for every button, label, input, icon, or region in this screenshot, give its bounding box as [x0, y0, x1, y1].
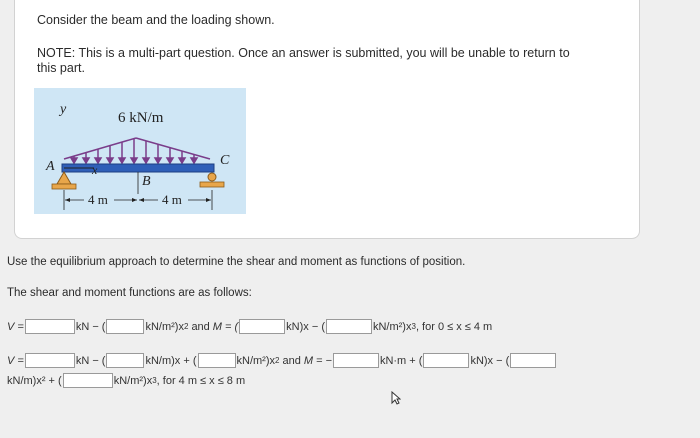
instructions-line2: The shear and moment functions are as follows:	[7, 287, 252, 299]
label-x: x	[92, 163, 98, 177]
label-A: A	[46, 159, 55, 174]
label-span1: 4 m	[88, 192, 108, 207]
r1-m-input-2[interactable]	[326, 319, 372, 334]
mouse-cursor-icon	[391, 391, 401, 405]
r2-v-input-1[interactable]	[25, 353, 75, 368]
question-note-line1: NOTE: This is a multi-part question. Once an answer is submitted, you will be unable to return to	[37, 46, 570, 60]
label-y: y	[60, 102, 67, 117]
unit-text: kN/m²)x	[372, 320, 412, 333]
m-label: M = −	[303, 354, 332, 367]
beam-figure	[34, 88, 246, 214]
unit-text: kN − (	[75, 320, 106, 333]
unit-text: kN/m²)x	[113, 374, 153, 387]
r1-v-input-1[interactable]	[25, 319, 75, 334]
equation-row-2	[7, 353, 557, 368]
and-text: and	[191, 320, 210, 333]
r2-m-input-2[interactable]	[423, 353, 469, 368]
roller-support-C	[200, 173, 224, 187]
pin-support-A	[52, 172, 76, 189]
v-label: V =	[7, 320, 24, 333]
label-B: B	[142, 174, 151, 189]
label-load: 6 kN/m	[118, 110, 164, 126]
equation-row-1	[7, 319, 492, 334]
range-text-1: , for 0 ≤ x ≤ 4 m	[415, 320, 493, 333]
exp-3: 3	[411, 322, 416, 331]
unit-text: kN)x − (	[286, 320, 325, 333]
unit-text: kN/m²)x	[236, 354, 276, 367]
range-text-2: , for 4 m ≤ x ≤ 8 m	[156, 374, 246, 387]
r2-v-input-3[interactable]	[198, 353, 236, 368]
r2-m-input-3[interactable]	[510, 353, 556, 368]
unit-text: kN/m)x + (	[145, 354, 197, 367]
label-C: C	[220, 153, 230, 168]
v-label: V =	[7, 354, 24, 367]
r2-v-input-2[interactable]	[106, 353, 144, 368]
r1-v-input-2[interactable]	[106, 319, 144, 334]
and-text: and	[282, 354, 301, 367]
unit-text: kN − (	[75, 354, 106, 367]
exp-2: 2	[183, 322, 189, 331]
r2-m-input-1[interactable]	[333, 353, 379, 368]
load-outline-left	[64, 138, 136, 159]
unit-text: kN/m²)x	[145, 320, 184, 333]
instructions-line1: Use the equilibrium approach to determine the shear and moment as functions of position.	[7, 256, 466, 268]
exp-2: 2	[275, 356, 280, 365]
unit-text: kN)x − (	[470, 354, 510, 367]
unit-text: kN/m)x² + (	[7, 374, 62, 387]
equation-row-2-cont	[7, 373, 245, 388]
unit-text: kN·m + (	[379, 354, 423, 367]
r2-m-input-4[interactable]	[63, 373, 113, 388]
m-label: M = (	[212, 320, 239, 333]
question-note-line2: this part.	[37, 61, 85, 75]
label-span2: 4 m	[162, 192, 182, 207]
r1-m-input-1[interactable]	[239, 319, 285, 334]
load-outline-right	[136, 138, 210, 159]
beam-diagram	[34, 88, 246, 214]
question-intro: Consider the beam and the loading shown.	[37, 13, 275, 27]
exp-3: 3	[152, 376, 157, 385]
